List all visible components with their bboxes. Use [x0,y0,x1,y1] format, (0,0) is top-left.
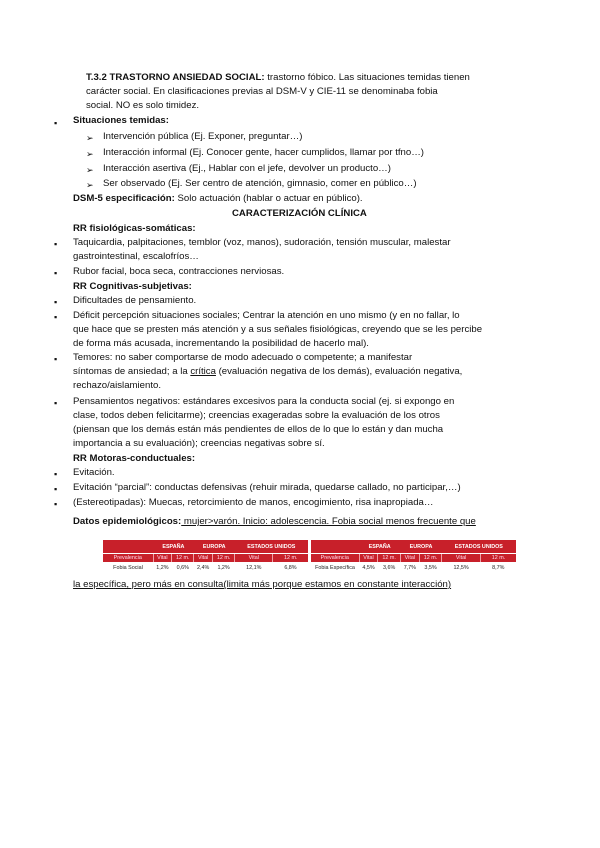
cog-item [73,395,516,451]
subhead: 12 m. [213,554,235,563]
cog-item: Dificultades de pensamiento. [73,295,197,306]
situaciones-heading: Situaciones temidas: [73,115,169,126]
subhead: Vital [442,554,481,563]
cog-item [73,309,516,351]
table-corner [311,540,359,554]
fisio-item-line: gastrointestinal, escalofríos… [73,251,199,262]
arrow-icon: ➢ [86,149,94,159]
table-cell: 6,8% [284,565,297,571]
region-header: ESPAÑA [153,540,194,554]
bullet-icon: ▪ [54,398,58,408]
critica-word: crítica [190,366,216,377]
clinica-heading: CARACTERIZACIÓN CLÍNICA [232,208,367,219]
row-header: Prevalencia [311,554,359,563]
region-header: ESTADOS UNIDOS [235,540,308,554]
datos-text: mujer>varón. Inicio: adolescencia. Fobia social menos frecuente que [181,516,476,527]
subhead: 12 m. [273,554,308,563]
dsm-line [73,192,363,206]
datos-line [73,515,476,529]
prevalence-table-especifica [311,540,516,574]
subhead: Vital [194,554,213,563]
subhead: Vital [153,554,172,563]
table-cell: 0,6% [176,565,189,571]
cog-item-line: Temores: no saber comportarse de modo adecuado o competente; a manifestar [73,352,413,363]
bullet-icon: ▪ [54,297,58,307]
table-cell: 1,2% [217,565,230,571]
situacion-item: Interacción informal (Ej. Conocer gente, hacer cumplidos, llamar por tfno…) [103,147,424,158]
rr-cog-heading: RR Cognitivas-subjetivas: [73,281,192,292]
table-cell: 12,1% [246,565,262,571]
table-cell: 4,5% [362,565,375,571]
cog-item-line: Déficit percepción situaciones sociales; Centrar la atención en uno mismo (y en no fallar, lo [73,310,460,321]
table-cell: 3,6% [383,565,396,571]
prevalence-table-social [103,540,308,574]
table-cell: 2,4% [197,565,210,571]
subhead: 12 m. [419,554,441,563]
cog-item-line: importancia a su evaluación); creencias negativas sobre sí. [73,438,325,449]
cog-item-line: Pensamientos negativos: estándares excesivos para la conducta social (ej. si expongo en [73,396,455,407]
fisio-item-line: Taquicardia, palpitaciones, temblor (voz, manos), sudoración, tensión muscular, malestar [73,237,451,248]
situacion-item: Intervención pública (Ej. Exponer, preguntar…) [103,131,303,142]
cog-item-line: clase, todos deben felicitarme); creencias exageradas sobre la evaluación de los otros [73,410,440,421]
motor-item: Evitación “parcial”: conductas defensivas (rehuir mirada, quedarse callado, no participar,…) [73,482,461,493]
cog-item-line: de forma más acusada, incrementando la posibilidad de hacerlo mal). [73,338,369,349]
region-header: EUROPA [400,540,441,554]
cog-item-line: síntomas de ansiedad; a la [73,366,191,377]
table-cell: 3,5% [424,565,437,571]
subhead: Vital [235,554,273,563]
situacion-item: Interacción asertiva (Ej., Hablar con el jefe, devolver un producto…) [103,163,391,174]
subhead: 12 m. [481,554,517,563]
intro-line3: social. NO es solo timidez. [86,100,200,111]
datos-label: Datos epidemiológicos: [73,516,182,527]
table-cell: 1,2% [156,565,169,571]
arrow-icon: ➢ [86,165,94,175]
cog-item [73,351,516,393]
intro-line1: trastorno fóbico. Las situaciones temidas tienen [264,72,470,83]
row-header: Prevalencia [103,554,153,563]
arrow-icon: ➢ [86,133,94,143]
bullet-icon: ▪ [54,354,58,364]
cog-item-line: (evaluación negativa de los demás), evaluación negativa, [215,366,463,377]
cog-item-line: (piensan que los demás están más pendientes de ellos de lo que lo están y dan mucha [73,424,444,435]
region-header: ESPAÑA [359,540,400,554]
rr-fisio-heading: RR fisiológicas-somáticas: [73,223,196,234]
intro-line2: carácter social. En clasificaciones previas al DSM-V y CIE-11 se denominaba fobia [86,86,438,97]
region-header: EUROPA [194,540,235,554]
dsm-text: Solo actuación (hablar o actuar en público). [174,193,363,204]
table-corner [103,540,153,554]
table-cell: 7,7% [403,565,416,571]
subhead: Vital [359,554,378,563]
fisio-item [73,236,516,264]
motor-item: (Estereotipadas): Muecas, retorcimiento de manos, encogimiento, risa inapropiada… [73,497,434,508]
table-cell: 8,7% [492,565,505,571]
row-label: Fobia Social [113,565,143,571]
rr-motor-heading: RR Motoras-conductuales: [73,453,196,464]
arrow-icon: ➢ [86,180,94,190]
bullet-icon: ▪ [54,499,58,509]
cog-item-line: rechazo/aislamiento. [73,380,161,391]
bullet-icon: ▪ [54,239,58,249]
row-label: Fobia Específica [315,565,355,571]
table-cell: 12,5% [453,565,469,571]
intro-paragraph [86,71,516,113]
fisio-item: Rubor facial, boca seca, contracciones nerviosas. [73,266,285,277]
subhead: Vital [400,554,419,563]
bullet-icon: ▪ [54,268,58,278]
dsm-label: DSM-5 especificación: [73,193,175,204]
situacion-item: Ser observado (Ej. Ser centro de atención, gimnasio, comer en público…) [103,178,417,189]
bullet-icon: ▪ [54,484,58,494]
bullet-icon: ▪ [54,118,58,128]
cog-item-line: que hace que se presten más atención y a sus señales fisiológicas, creyendo que se les percibe [73,324,483,335]
subhead: 12 m. [378,554,400,563]
section-title: T.3.2 TRASTORNO ANSIEDAD SOCIAL: [86,72,265,83]
subhead: 12 m. [172,554,194,563]
region-header: ESTADOS UNIDOS [442,540,516,554]
motor-item: Evitación. [73,467,115,478]
datos-continuation: la específica, pero más en consulta(limita más porque estamos en constante interacción) [73,579,452,590]
bullet-icon: ▪ [54,312,58,322]
bullet-icon: ▪ [54,469,58,479]
